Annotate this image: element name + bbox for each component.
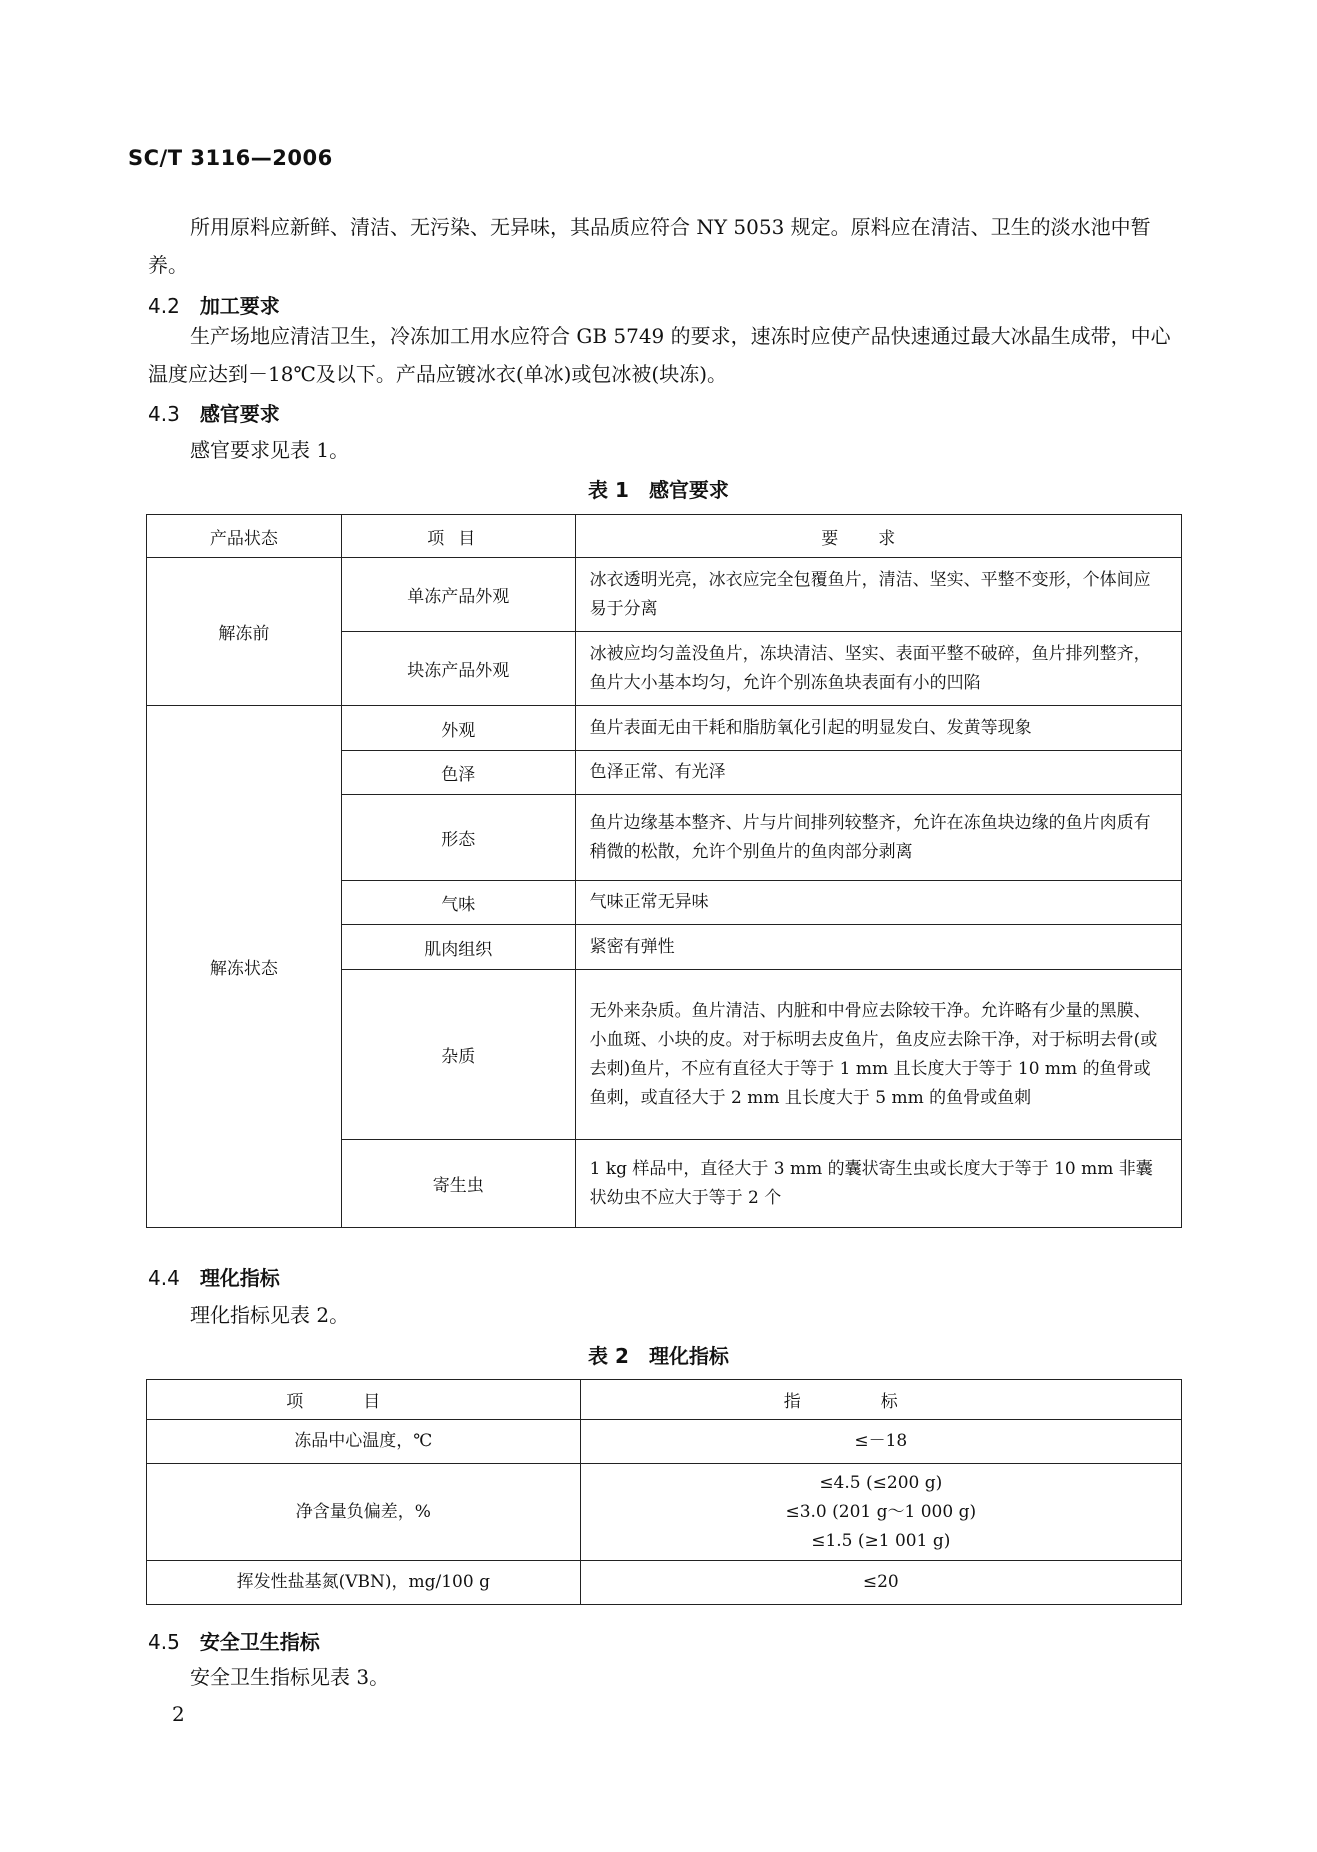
table1-caption-title: 感官要求 [648, 478, 729, 502]
row-item: 冻品中心温度，℃ [147, 1420, 581, 1464]
row-item: 挥发性盐基氮(VBN)，mg/100 g [147, 1561, 581, 1605]
group-before-thaw: 解冻前 [147, 558, 342, 706]
section-4-4-text: 理化指标见表 2。 [190, 1303, 350, 1327]
row-item: 单冻产品外观 [341, 558, 575, 632]
row-item: 形态 [341, 795, 575, 881]
table2-caption [0, 1340, 1317, 1369]
section-4-3-heading [148, 398, 280, 427]
row-requirement: 冰被应均匀盖没鱼片，冻块清洁、坚实、表面平整不破碎，鱼片排列整齐，鱼片大小基本均匀，允许个别冻鱼块表面有小的凹陷 [575, 632, 1181, 706]
header-product-state: 产品状态 [147, 515, 342, 558]
row-requirement: 1 kg 样品中，直径大于 3 mm 的囊状寄生虫或长度大于等于 10 mm 非囊状幼虫不应大于等于 2 个 [575, 1140, 1181, 1228]
table-row [147, 1420, 1182, 1464]
table1-caption-number: 表 1 [588, 478, 629, 502]
row-item: 色泽 [341, 751, 575, 795]
section-title: 理化指标 [199, 1266, 280, 1290]
section-4-2-heading [148, 290, 280, 319]
row-item: 净含量负偏差，% [147, 1464, 581, 1561]
section-number: 4.3 [148, 402, 180, 426]
header-indicator: 指标 [580, 1380, 1181, 1420]
row-requirement: 色泽正常、有光泽 [575, 751, 1181, 795]
header-requirement: 要求 [575, 515, 1181, 558]
section-title: 加工要求 [199, 294, 280, 318]
table2-caption-number: 表 2 [588, 1344, 629, 1368]
header-item: 项目 [341, 515, 575, 558]
row-value: ≤20 [580, 1561, 1181, 1605]
table-row [147, 1561, 1182, 1605]
table-row [147, 558, 1182, 632]
section-4-5-text: 安全卫生指标见表 3。 [190, 1665, 390, 1689]
section-4-3-text: 感官要求见表 1。 [190, 438, 350, 462]
section-number: 4.2 [148, 294, 180, 318]
row-item: 寄生虫 [341, 1140, 575, 1228]
row-requirement: 鱼片表面无由干耗和脂肪氧化引起的明显发白、发黄等现象 [575, 706, 1181, 751]
row-item: 杂质 [341, 970, 575, 1140]
value-line: ≤4.5 (≤200 g) [819, 1472, 943, 1493]
value-line: ≤3.0 (201 g～1 000 g) [785, 1501, 977, 1522]
table2-caption-title: 理化指标 [648, 1344, 729, 1368]
row-values [580, 1464, 1181, 1561]
section-title: 感官要求 [199, 402, 280, 426]
row-value: ≤－18 [580, 1420, 1181, 1464]
table-header-row [147, 515, 1182, 558]
row-requirement: 无外来杂质。鱼片清洁、内脏和中骨应去除较干净。允许略有少量的黑膜、小血斑、小块的皮。对于标明去皮鱼片，鱼皮应去除干净，对于标明去骨(或去刺)鱼片，不应有直径大于等于 1 mm 且长度大于等于 10 mm 的鱼骨或鱼刺，或直径大于 2 mm 且长度大于 5 mm 的鱼骨或鱼刺 [575, 970, 1181, 1140]
physicochemical-indicators-table [146, 1379, 1182, 1605]
value-line: ≤1.5 (≥1 001 g) [811, 1530, 951, 1551]
row-requirement: 紧密有弹性 [575, 925, 1181, 970]
sensory-requirements-table [146, 514, 1182, 1228]
section-4-2-text: 生产场地应清洁卫生，冷冻加工用水应符合 GB 5749 的要求，速冻时应使产品快速通过最大冰晶生成带，中心温度应达到－18℃及以下。产品应镀冰衣(单冰)或包冰被(块冻)。 [148, 324, 1171, 386]
group-thawed-state: 解冻状态 [147, 706, 342, 1228]
row-requirement: 鱼片边缘基本整齐、片与片间排列较整齐，允许在冻鱼块边缘的鱼片肉质有稍微的松散，允许个别鱼片的鱼肉部分剥离 [575, 795, 1181, 881]
section-4-5-heading [148, 1626, 320, 1655]
row-requirement: 冰衣透明光亮，冰衣应完全包覆鱼片，清洁、坚实、平整不变形，个体间应易于分离 [575, 558, 1181, 632]
table-header-row [147, 1380, 1182, 1420]
table-row [147, 1464, 1182, 1561]
intro-paragraph: 所用原料应新鲜、清洁、无污染、无异味，其品质应符合 NY 5053 规定。原料应在清洁、卫生的淡水池中暂养。 [148, 215, 1151, 277]
page-number: 2 [172, 1702, 185, 1726]
header-item: 项目 [147, 1380, 581, 1420]
row-item: 块冻产品外观 [341, 632, 575, 706]
section-title: 安全卫生指标 [199, 1630, 320, 1654]
row-item: 肌肉组织 [341, 925, 575, 970]
row-item: 气味 [341, 881, 575, 925]
row-item: 外观 [341, 706, 575, 751]
section-number: 4.4 [148, 1266, 180, 1290]
section-number: 4.5 [148, 1630, 180, 1654]
standard-code-header: SC/T 3116—2006 [128, 146, 333, 170]
table-row [147, 706, 1182, 751]
table1-caption [0, 474, 1317, 503]
row-requirement: 气味正常无异味 [575, 881, 1181, 925]
section-4-4-heading [148, 1262, 280, 1291]
